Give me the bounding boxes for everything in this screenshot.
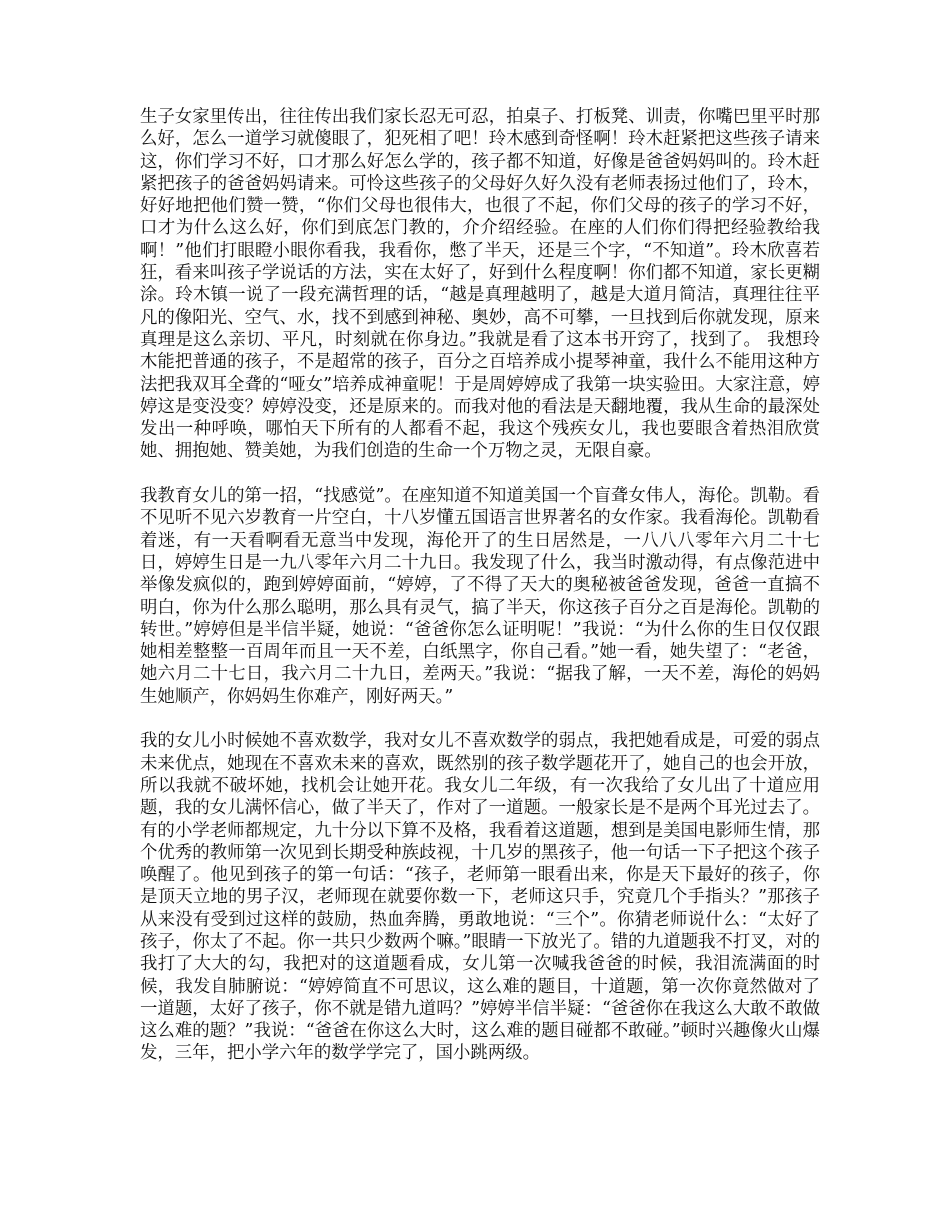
document-page — [140, 106, 820, 1065]
paragraph: 生子女家里传出，往往传出我们家长忍无可忍，拍桌子、打板凳、训责，你嘴巴里平时那么好，怎么一道学习就傻眼了，犯死相了吧！玲木感到奇怪啊！玲木赶紧把这些孩子请来这，你们学习不好，口才那么好怎么学的，孩子都不知道，好像是爸爸妈妈叫的。玲木赶紧把孩子的爸爸妈妈请来。可怜这些孩子的父母好久好久没有老师表扬过他们了，玲木，好好地把他们赞一赞，“你们父母也很伟大，也很了不起，你们父母的孩子的学习不好，口才为什么这么好，你们到底怎门教的，介介绍经验。在座的人们你们得把经验教给我啊！”他们打眼瞪小眼你看我，我看你，憋了半天，还是三个字，“不知道”。玲木欣喜若狂，看来叫孩子学说话的方法，实在太好了，好到什么程度啊！你们都不知道，家长更糊涂。玲木镇一说了一段充满哲理的话，“越是真理越明了，越是大道月简洁，真理往往平凡的像阳光、空气、水，找不到感到神秘、奥妙，高不可攀，一旦找到后你就发现，原来真理是这么亲切、平凡，时刻就在你身边。”我就是看了这本书开窍了，找到了。 我想玲木能把普通的孩子，不是超常的孩子，百分之百培养成小提琴神童，我什么不能用这种方法把我双耳全聋的“哑女”培养成神童呢！于是周婷婷成了我第一块实验田。大家注意，婷婷这是变没变？婷婷没变，还是原来的。而我对他的看法是天翻地覆，我从生命的最深处发出一种呼唤，哪怕天下所有的人都看不起，我这个残疾女儿，我也要眼含着热泪欣赏她、拥抱她、赞美她，为我们创造的生命一个万物之灵，无限自豪。 — [140, 107, 820, 462]
paragraph: 我的女儿小时候她不喜欢数学，我对女儿不喜欢数学的弱点，我把她看成是，可爱的弱点未来优点，她现在不喜欢未来的喜欢，既然别的孩子数学题花开了，她自己的也会开放，所以我就不破坏她，找机会让她开花。我女儿二年级，有一次我给了女儿出了十道应用题，我的女儿满怀信心，做了半天了，作对了一道题。一般家长是不是两个耳光过去了。有的小学老师都规定，九十分以下算不及格，我看着这道题，想到是美国电影师生情，那个优秀的教师第一次见到长期受种族歧视，十几岁的黑孩子，他一句话一下子把这个孩子唤醒了。他见到孩子的第一句话：“孩子，老师第一眼看出来，你是天下最好的孩子，你是顶天立地的男子汉，老师现在就要你数一下，老师这只手，究竟几个手指头？”那孩子从来没有受到过这样的鼓励，热血奔腾，勇敢地说：“三个”。你猜老师说什么：“太好了孩子，你太了不起。你一共只少数两个嘛。”眼睛一下放光了。错的九道题我不打叉，对的我打了大大的勾，我把对的这道题看成，女儿第一次喊我爸爸的时候，我泪流满面的时候，我发自肺腑说：“婷婷简直不可思议，这么难的题目，十道题，第一次你竟然做对了一道题，太好了孩子，你不就是错九道吗？”婷婷半信半疑：“爸爸你在我这么大敢不敢做这么难的题？”我说：“爸爸在你这么大时，这么难的题目碰都不敢碰。”顿时兴趣像火山爆发，三年，把小学六年的数学学完了，国小跳两级。 — [140, 731, 820, 1064]
paragraph: 我教育女儿的第一招，“找感觉”。在座知道不知道美国一个盲聋女伟人，海伦。凯勒。看不见听不见六岁教育一片空白，十八岁懂五国语言世界著名的女作家。我看海伦。凯勒看着迷，有一天看啊看无意当中发现，海伦开了的生日居然是，一八八八零年六月二十七日，婷婷生日是一九八零年六月二十九日。我发现了什么，我当时激动得，有点像范进中举像发疯似的，跑到婷婷面前，“婷婷，了不得了天大的奥秘被爸爸发现，爸爸一直搞不明白，你为什么那么聪明，那么具有灵气，搞了半天，你这孩子百分之百是海伦。凯勒的转世。”婷婷但是半信半疑，她说：“爸爸你怎么证明呢！”我说：“为什么你的生日仅仅跟她相差整整一百周年而且一天不差，白纸黑字，你自己看。”她一看，她失望了：“老爸，她六月二十七日，我六月二十九日，差两天。”我说：“据我了解，一天不差，海伦的妈妈生她顺产，你妈妈生你难产，刚好两天。” — [140, 486, 820, 707]
